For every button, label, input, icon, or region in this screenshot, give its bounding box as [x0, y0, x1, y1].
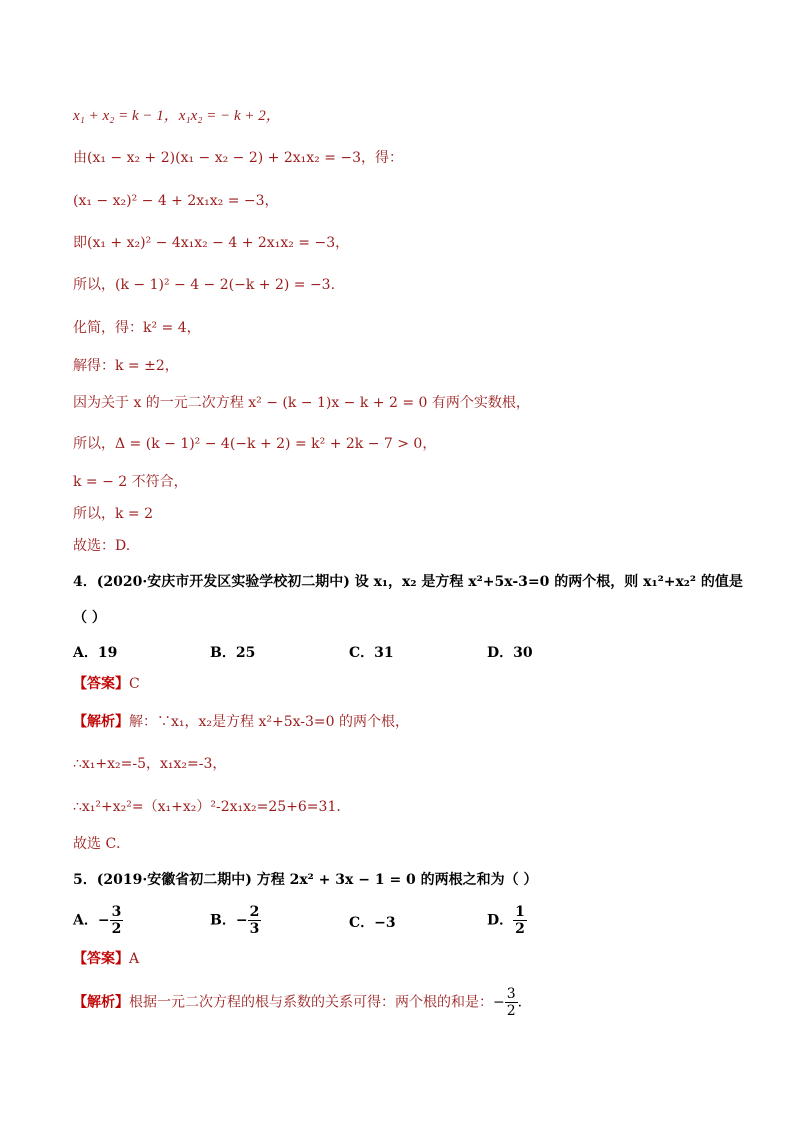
solution-line-3: (x₁ − x₂)² − 4 + 2x₁x₂ = −3，: [73, 193, 279, 209]
solution-line-5: 所以，(k − 1)² − 4 − 2(−k + 2) = −3.: [73, 277, 336, 293]
option-sign: −: [97, 912, 110, 929]
option-label: B．: [210, 912, 236, 929]
answer-tag: 【答案】: [73, 951, 129, 967]
answer-value: C: [129, 676, 140, 692]
solution-line-1: x₁ + x₂ = k − 1，x₁x₂ = − k + 2，: [73, 108, 281, 124]
answer-value: A: [129, 951, 140, 967]
q4-answer: [73, 674, 140, 694]
q4-option-a: A．19: [73, 645, 118, 661]
solution-line-9: 所以，Δ = (k − 1)² − 4(−k + 2) = k² + 2k − 7 > 0，: [73, 436, 437, 452]
fraction-numerator: 3: [111, 904, 122, 920]
q5-analysis: [73, 986, 532, 1019]
option-label: D．: [487, 912, 514, 929]
fraction-denominator: 2: [111, 921, 122, 937]
solution-line-4: 即(x₁ + x₂)² − 4x₁x₂ − 4 + 2x₁x₂ = −3，: [73, 235, 350, 251]
question-4-stem: 4．(2020·安庆市开发区实验学校初二期中) 设 x₁，x₂ 是方程 x²+5x-3=0 的两个根，则 x₁²+x₂² 的值是: [73, 574, 743, 590]
fraction-denominator: 2: [515, 921, 525, 937]
q4-analysis-line-1: [73, 712, 409, 732]
solution-line-10: k = − 2 不符合，: [73, 474, 188, 490]
option-sign: −: [235, 912, 248, 929]
fraction-numerator: 2: [249, 904, 260, 920]
q4-analysis-line-4: 故选 C．: [73, 836, 131, 852]
fraction: [248, 904, 262, 937]
solution-line-6: 化简，得：k² = 4，: [73, 320, 201, 336]
q5-option-c: [349, 912, 396, 932]
solution-line-8: 因为关于 x 的一元二次方程 x² − (k − 1)x − k + 2 = 0 有两个实数根，: [73, 395, 530, 411]
fraction-numerator: 1: [515, 904, 525, 920]
analysis-end: ．: [517, 994, 532, 1011]
option-text: −3: [374, 915, 396, 931]
fraction-numerator: 3: [506, 986, 516, 1002]
question-5-stem: 5．(2019·安徽省初二期中) 方程 2x² + 3x − 1 = 0 的两根之和为（ ）: [73, 872, 538, 888]
solution-line-12: 故选：D.: [73, 538, 131, 554]
question-4-paren: （ ）: [73, 610, 106, 626]
analysis-sign: −: [493, 994, 505, 1011]
q5-answer: [73, 949, 139, 969]
q4-option-d: D．30: [487, 645, 533, 661]
q4-option-c: C．31: [349, 645, 394, 661]
analysis-text: 根据一元二次方程的根与系数的关系可得：两个根的和是：: [129, 994, 493, 1011]
q4-option-b: B．25: [210, 645, 256, 661]
q4-analysis-line-2: ∴x₁+x₂=-5，x₁x₂=-3，: [73, 756, 227, 772]
analysis-tag: 【解析】: [73, 714, 129, 730]
solution-line-2: 由(x₁ − x₂ + 2)(x₁ − x₂ − 2) + 2x₁x₂ = −3，得：: [73, 150, 404, 166]
solution-line-7: 解得：k = ±2，: [73, 358, 179, 374]
q5-option-b: [210, 904, 261, 937]
q5-option-d: [487, 904, 527, 937]
option-label: C．: [349, 915, 375, 931]
fraction-denominator: 3: [249, 921, 260, 937]
fraction: [110, 904, 124, 937]
fraction: [513, 904, 527, 937]
fraction: [505, 986, 518, 1019]
fraction-denominator: 2: [506, 1003, 516, 1019]
analysis-text: 解：∵x₁，x₂是方程 x²+5x-3=0 的两个根，: [129, 714, 409, 730]
option-label: A．: [73, 912, 98, 929]
analysis-tag: 【解析】: [73, 994, 129, 1011]
q4-analysis-line-3: ∴x₁²+x₂²=（x₁+x₂）²-2x₁x₂=25+6=31．: [73, 799, 351, 815]
solution-line-11: 所以，k = 2: [73, 506, 154, 522]
answer-tag: 【答案】: [73, 676, 129, 692]
q5-option-a: [73, 904, 123, 937]
